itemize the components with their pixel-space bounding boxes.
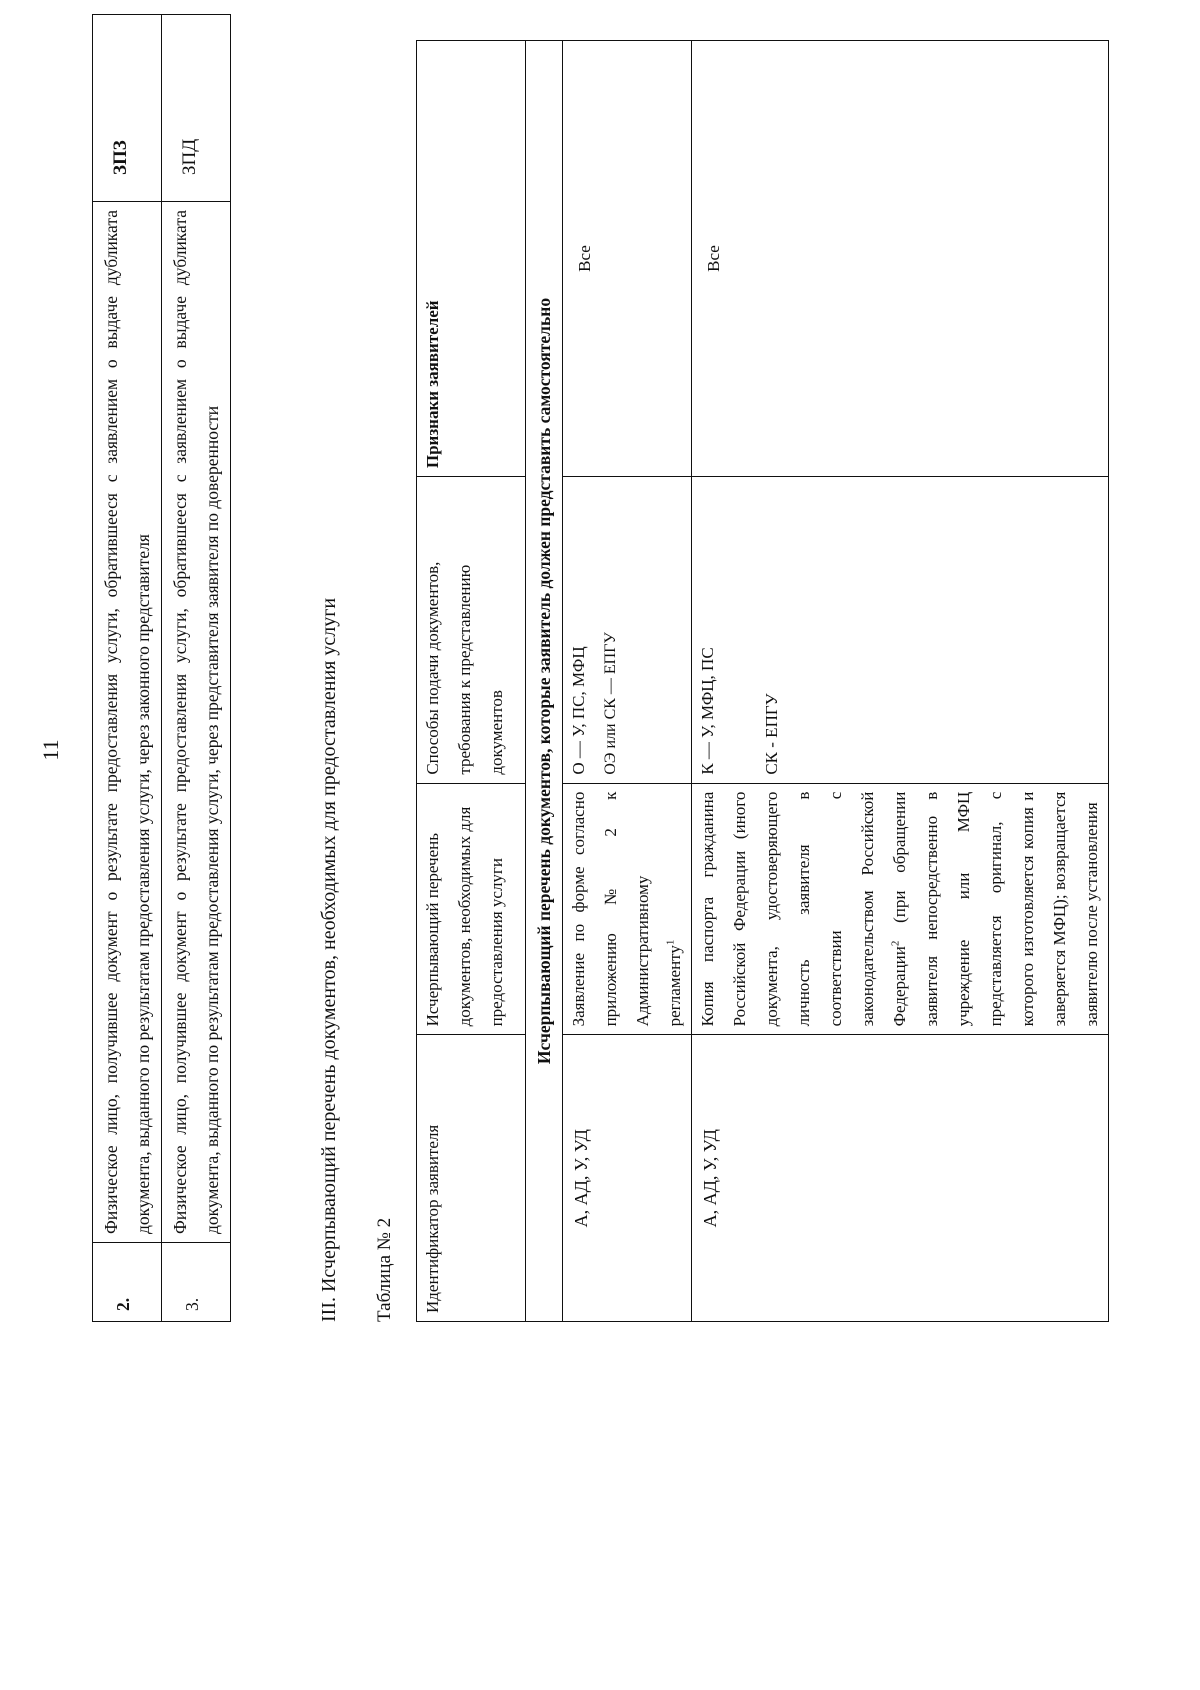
applicant-id-cell: А, АД, У, УД (563, 1035, 692, 1322)
section-row-label: Исчерпывающий перечень документов, которые заявитель должен представить самостоятельно (526, 41, 563, 1322)
applicant-description: Физическое лицо, получившее документ о результате предоставления услуги, обратившееся с заявлением о выдаче дубликата документа, выданного по результатам предоставления услуги, через законного представителя (93, 202, 162, 1243)
document-cell: Заявление по форме согласно приложению № 2 к Административному регламенту$^1$ (563, 783, 692, 1035)
table-row (563, 41, 692, 1322)
row-number: 2. (93, 1243, 162, 1322)
applicant-id-cell: А, АД, У, УД (692, 1035, 1109, 1322)
submission-method-cell (692, 477, 1109, 784)
applicant-code: ЗПД (162, 15, 231, 202)
applicant-signs-cell: Все (563, 41, 692, 477)
applicant-description: Физическое лицо, получившее документ о результате предоставления услуги, обратившееся с заявлением о выдаче дубликата документа, выданного по результатам предоставления услуги, через представителя заявителя по доверенности (162, 202, 231, 1243)
applicant-signs-cell: Все (692, 41, 1109, 477)
table-section-row (526, 41, 563, 1322)
table-header-row (417, 41, 526, 1322)
header-documents-list: Исчерпывающий перечень документов, необходимых для предоставления услуги (417, 783, 526, 1035)
table-caption: Таблица № 2 (374, 1217, 395, 1322)
section-title: III. Исчерпывающий перечень документов, необходимых для предоставления услуги (318, 597, 340, 1322)
method-line: О — У, ПС, МФЦ (569, 646, 588, 775)
documents-table (416, 40, 1109, 1322)
page-number: 11 (38, 739, 63, 761)
table-row (93, 15, 162, 1322)
header-applicant-id: Идентификатор заявителя (417, 1035, 526, 1322)
applicant-types-table (92, 14, 231, 1322)
applicant-code: ЗПЗ (93, 15, 162, 202)
table-row (162, 15, 231, 1322)
submission-method-cell (563, 477, 692, 784)
header-applicant-signs: Признаки заявителей (417, 41, 526, 477)
document-cell: Копия паспорта гражданина Российской Федерации (иного документа, удостоверяющего личность заявителя в соответствии с законодательством Российской Федерации$^2$ (при обращении заявителя непосредственно в учреждение или МФЦ представляется оригинал, с которого изготовляется копия и заверяется МФЦ); возвращается заявителю после установления (692, 783, 1109, 1035)
row-number: 3. (162, 1243, 231, 1322)
method-line: ОЭ или СК — ЕПГУ (602, 632, 619, 775)
table-row (692, 41, 1109, 1322)
header-submission-methods: Способы подачи документов, требования к представлению документов (417, 477, 526, 784)
method-line: К — У, МФЦ, ПС (698, 647, 717, 775)
method-line: СК - ЕПГУ (762, 693, 781, 775)
